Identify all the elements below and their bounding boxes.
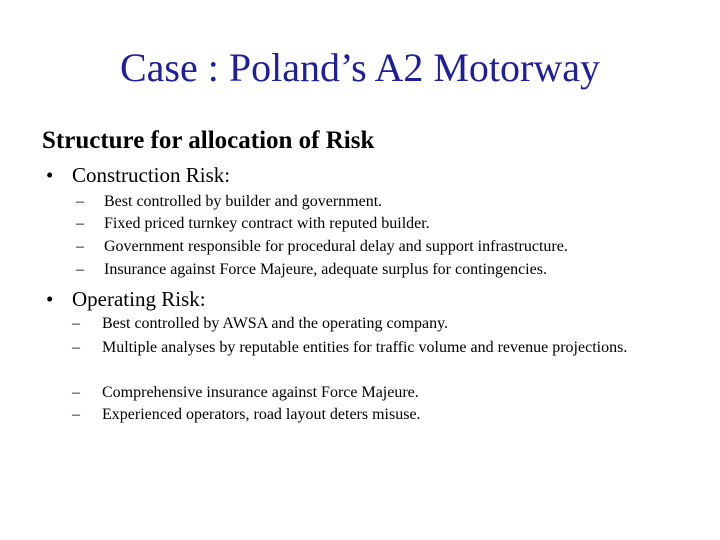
- dash-marker: –: [72, 384, 80, 401]
- list-item: [72, 406, 672, 424]
- section-heading: Construction Risk:: [72, 163, 231, 187]
- list-item-text: Experienced operators, road layout deters misuse.: [102, 406, 421, 423]
- dash-marker: –: [72, 339, 80, 356]
- slide-title: Case : Poland’s A2 Motorway: [120, 45, 600, 90]
- list-item-text: Insurance against Force Majeure, adequate surplus for contingencies.: [104, 261, 547, 278]
- bullet-marker: •: [46, 287, 54, 311]
- slide-subtitle: Structure for allocation of Risk: [42, 127, 375, 154]
- dash-marker: –: [76, 261, 84, 278]
- dash-marker: –: [76, 193, 84, 210]
- list-item: [72, 315, 672, 333]
- dash-marker: –: [72, 406, 80, 423]
- dash-marker: –: [76, 238, 84, 255]
- list-item-text: Government responsible for procedural delay and support infrastructure.: [104, 238, 568, 255]
- list-item: [72, 384, 672, 402]
- section-operating-risk: [46, 286, 206, 312]
- list-item-text: Best controlled by builder and government.: [104, 193, 383, 210]
- list-item: [76, 214, 430, 234]
- list-item: [72, 339, 672, 357]
- list-item-text: Best controlled by AWSA and the operating company.: [102, 315, 449, 332]
- dash-marker: –: [76, 215, 84, 232]
- section-heading: Operating Risk:: [72, 287, 206, 311]
- list-item: [76, 260, 547, 280]
- section-construction-risk: [46, 162, 230, 188]
- bullet-marker: •: [46, 163, 54, 187]
- list-item-text: Fixed priced turnkey contract with reputed builder.: [104, 215, 430, 232]
- list-item: [76, 192, 382, 212]
- dash-marker: –: [72, 315, 80, 332]
- list-item: [76, 237, 568, 257]
- list-item-text: Comprehensive insurance against Force Majeure.: [102, 384, 419, 401]
- list-item-text: Multiple analyses by reputable entities for traffic volume and revenue projections.: [102, 339, 628, 356]
